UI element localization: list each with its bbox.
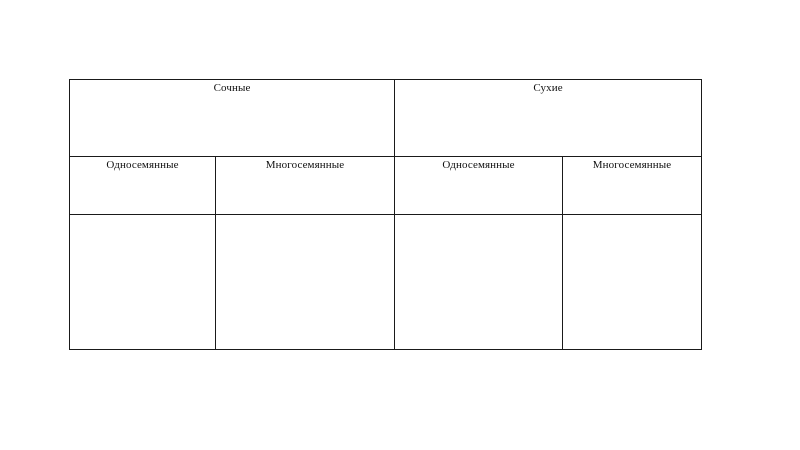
body-cell-1 xyxy=(70,214,216,349)
body-cell-4 xyxy=(563,214,702,349)
header-label-juicy: Сочные xyxy=(213,82,251,94)
table-header-row xyxy=(70,80,702,157)
subheader-label: Многосемянные xyxy=(265,158,345,171)
table-subheader-row xyxy=(70,156,702,214)
subheader-cell-dry-multi-seed xyxy=(563,156,702,214)
body-cell-2 xyxy=(216,214,395,349)
subheader-cell-dry-single-seed xyxy=(395,156,563,214)
subheader-cell-juicy-multi-seed xyxy=(216,156,395,214)
header-cell-dry xyxy=(395,80,702,157)
subheader-label: Многосемянные xyxy=(592,158,672,171)
subheader-label: Односемянные xyxy=(442,158,515,171)
subheader-label: Односемянные xyxy=(106,158,179,171)
table-body-row xyxy=(70,214,702,349)
header-cell-juicy xyxy=(70,80,395,157)
fruit-classification-table xyxy=(69,79,702,350)
body-cell-3 xyxy=(395,214,563,349)
header-label-dry: Сухие xyxy=(533,82,563,94)
subheader-cell-juicy-single-seed xyxy=(70,156,216,214)
